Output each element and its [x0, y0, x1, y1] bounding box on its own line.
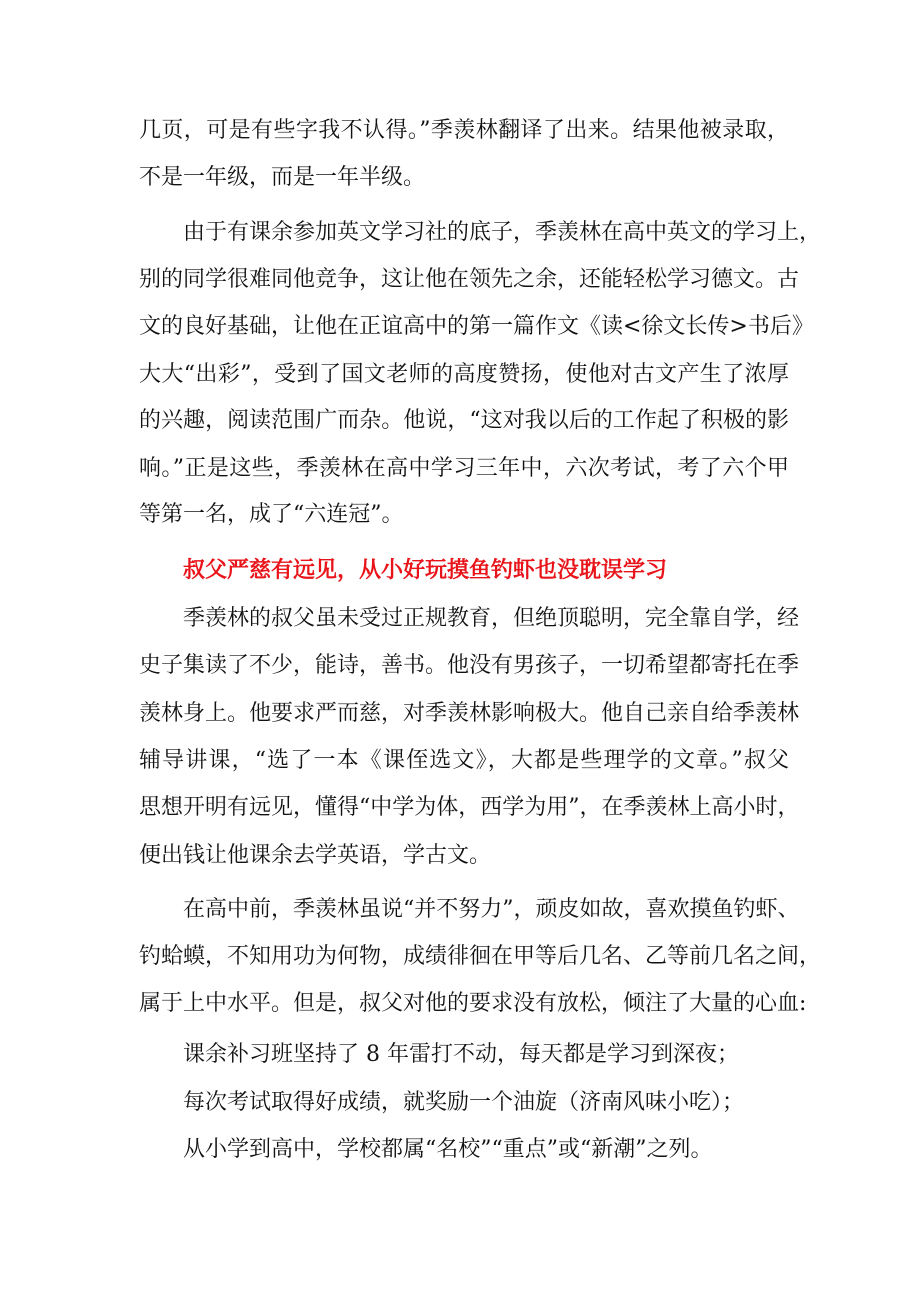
- paragraph-0-line-2: 不是一年级，而是一年半级。: [139, 165, 426, 190]
- paragraph-1-line-6: 响。”正是这些，季羡林在高中学习三年中，六次考试，考了六个甲: [139, 456, 789, 481]
- paragraph-2-line-1: 季羡林的叔父虽未受过正规教育，但绝顶聪明，完全靠自学，经: [183, 606, 800, 631]
- list-item: 从小学到高中，学校都属“名校”“重点”或“新潮”之列。: [183, 1137, 713, 1162]
- list-item: 每次考试取得好成绩，就奖励一个油旋（济南风味小吃）；: [183, 1090, 745, 1115]
- list-item: 课余补习班坚持了 8 年雷打不动，每天都是学习到深夜；: [183, 1042, 739, 1067]
- paragraph-2-line-4: 辅导讲课，“选了一本《课侄选文》，大都是些理学的文章。”叔父: [139, 748, 789, 773]
- section-heading: 叔父严慈有远见，从小好玩摸鱼钓虾也没耽误学习: [183, 558, 668, 583]
- paragraph-2-line-6: 便出钱让他课余去学英语，学古文。: [139, 843, 492, 868]
- paragraph-1-line-4: 大大“出彩”，受到了国文老师的高度赞扬，使他对古文产生了浓厚: [139, 362, 789, 387]
- paragraph-3-line-1: 在高中前，季羡林虽说“并不努力”，顽皮如故，喜欢摸鱼钓虾、: [183, 897, 800, 922]
- paragraph-3-line-2: 钓蛤蟆，不知用功为何物，成绩徘徊在甲等后几名、乙等前几名之间，: [139, 944, 822, 969]
- paragraph-1-line-2: 别的同学很难同他竞争，这让他在领先之余，还能轻松学习德文。古: [139, 267, 800, 292]
- paragraph-3-line-3: 属于上中水平。但是，叔父对他的要求没有放松，倾注了大量的心血:: [139, 991, 807, 1016]
- paragraph-1-line-1: 由于有课余参加英文学习社的底子，季羡林在高中英文的学习上，: [183, 220, 822, 245]
- paragraph-1-line-7: 等第一名，成了“六连冠”。: [139, 502, 404, 527]
- paragraph-0-line-1: 几页，可是有些字我不认得。”季羡林翻译了出来。结果他被录取，: [139, 118, 789, 143]
- paragraph-2-line-5: 思想开明有远见，懂得“中学为体，西学为用”，在季羡林上高小时，: [139, 795, 800, 820]
- paragraph-2-line-3: 羡林身上。他要求严而慈，对季羡林影响极大。他自己亲自给季羡林: [139, 701, 800, 726]
- paragraph-2-line-2: 史子集读了不少，能诗，善书。他没有男孩子，一切希望都寄托在季: [139, 653, 800, 678]
- paragraph-1-line-3: 文的良好基础，让他在正谊高中的第一篇作文《读<徐文长传>书后》: [139, 314, 814, 339]
- paragraph-1-line-5: 的兴趣，阅读范围广而杂。他说，“这对我以后的工作起了积极的影: [139, 408, 789, 433]
